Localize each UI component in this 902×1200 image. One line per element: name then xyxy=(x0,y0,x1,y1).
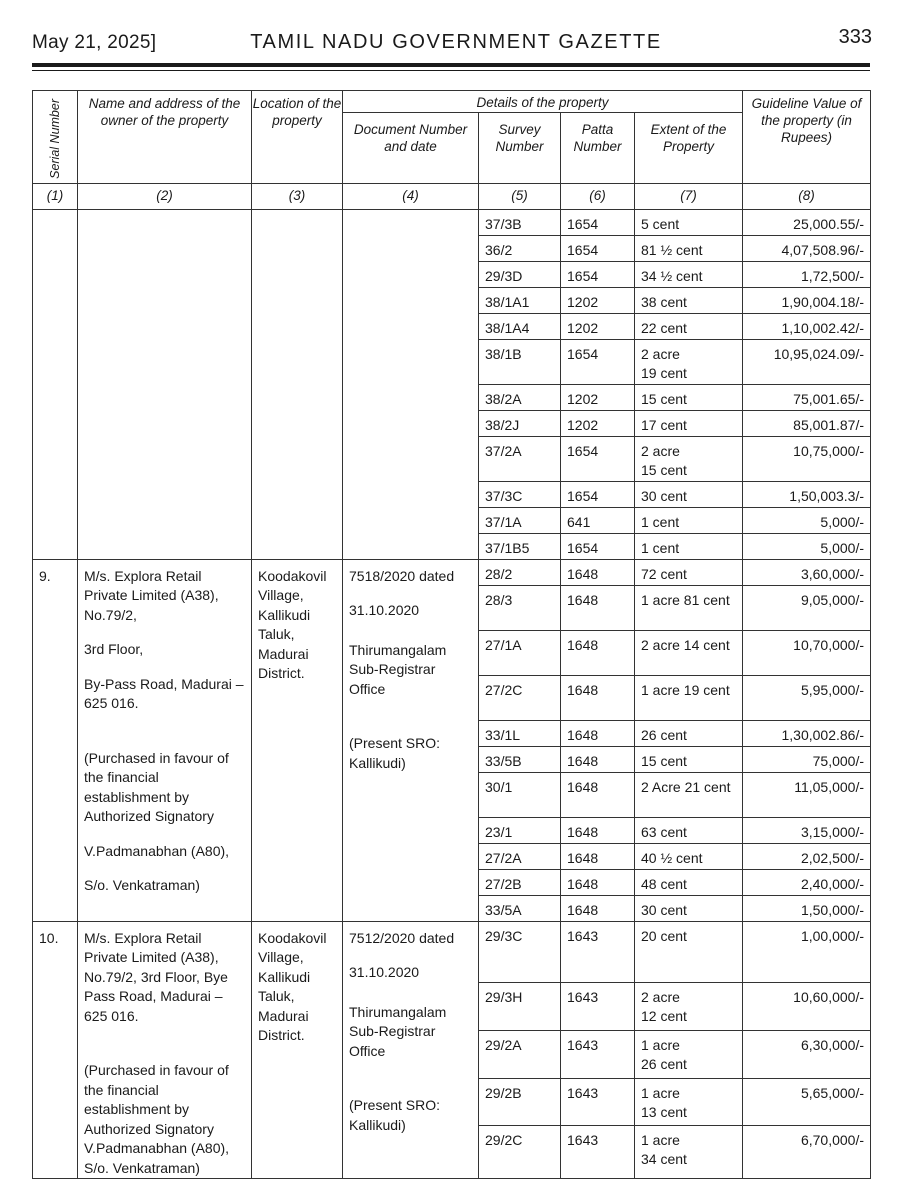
purchase-note: (Purchased in favour of the financial establishment by Authorized Signatory xyxy=(84,749,229,825)
guideline-value-cell: 5,95,000/- xyxy=(743,675,871,720)
col-number: (4) xyxy=(343,183,479,209)
extent-cell: 1 acre 34 cent xyxy=(635,1126,743,1179)
property-table xyxy=(32,90,871,1179)
col-header-survey: Survey Number xyxy=(479,112,561,183)
patta-number-cell: 641 xyxy=(561,507,635,533)
extent-cell: 17 cent xyxy=(635,410,743,436)
col-header-extent: Extent of the Property xyxy=(635,112,743,183)
document-cell xyxy=(343,209,479,559)
col-header-document: Document Number and date xyxy=(343,112,479,183)
extent-cell: 1 acre 13 cent xyxy=(635,1078,743,1126)
survey-number-cell: 29/3D xyxy=(479,261,561,287)
guideline-value-cell: 1,10,002.42/- xyxy=(743,313,871,339)
patta-number-cell: 1643 xyxy=(561,1078,635,1126)
patta-number-cell: 1202 xyxy=(561,384,635,410)
survey-number-cell: 38/2A xyxy=(479,384,561,410)
extent-cell: 22 cent xyxy=(635,313,743,339)
owner-cell xyxy=(78,209,252,559)
survey-number-cell: 27/2C xyxy=(479,675,561,720)
survey-number-cell: 29/2A xyxy=(479,1031,561,1079)
extent-cell: 1 acre 26 cent xyxy=(635,1031,743,1079)
owner-cell xyxy=(78,559,252,921)
col-header-location: Location of the property xyxy=(252,91,343,184)
patta-number-cell: 1654 xyxy=(561,436,635,481)
survey-number-cell: 27/2B xyxy=(479,869,561,895)
guideline-value-cell: 4,07,508.96/- xyxy=(743,235,871,261)
survey-number-cell: 33/5B xyxy=(479,746,561,772)
col-number: (6) xyxy=(561,183,635,209)
extent-cell: 15 cent xyxy=(635,746,743,772)
spacer xyxy=(349,586,472,601)
serial-cell: 10. xyxy=(33,921,78,1179)
guideline-value-cell: 10,95,024.09/- xyxy=(743,339,871,384)
patta-number-cell: 1643 xyxy=(561,1031,635,1079)
guideline-value-cell: 25,000.55/- xyxy=(743,209,871,235)
extent-cell: 1 acre 19 cent xyxy=(635,675,743,720)
signatory-parent: S/o. Venkatraman) xyxy=(84,877,200,894)
guideline-value-cell: 6,70,000/- xyxy=(743,1126,871,1179)
extent-cell: 20 cent xyxy=(635,921,743,982)
extent-cell: 2 acre 12 cent xyxy=(635,983,743,1031)
col-number: (3) xyxy=(252,183,343,209)
extent-cell: 1 acre 81 cent xyxy=(635,585,743,630)
patta-number-cell: 1648 xyxy=(561,869,635,895)
survey-number-cell: 29/3C xyxy=(479,921,561,982)
spacer xyxy=(84,660,245,675)
extent-cell: 26 cent xyxy=(635,720,743,746)
guideline-value-cell: 1,90,004.18/- xyxy=(743,287,871,313)
gazette-title: TAMIL NADU GOVERNMENT GAZETTE xyxy=(250,31,662,53)
guideline-value-cell: 5,000/- xyxy=(743,533,871,559)
column-number-row xyxy=(33,183,871,209)
patta-number-cell: 1648 xyxy=(561,585,635,630)
survey-number-cell: 38/2J xyxy=(479,410,561,436)
guideline-value-cell: 75,001.65/- xyxy=(743,384,871,410)
location-cell: Koodakovil Village, Kallikudi Taluk, Madurai District. xyxy=(252,921,343,1179)
patta-number-cell: 1648 xyxy=(561,630,635,675)
survey-number-cell: 37/1B5 xyxy=(479,533,561,559)
survey-number-cell: 37/2A xyxy=(479,436,561,481)
survey-number-cell: 30/1 xyxy=(479,772,561,817)
col-number: (1) xyxy=(33,183,78,209)
table-row xyxy=(33,559,871,585)
patta-number-cell: 1654 xyxy=(561,235,635,261)
document-cell xyxy=(343,921,479,1179)
survey-number-cell: 37/1A xyxy=(479,507,561,533)
col-header-details-group: Details of the property xyxy=(343,91,743,113)
survey-number-cell: 37/3B xyxy=(479,209,561,235)
survey-number-cell: 23/1 xyxy=(479,817,561,843)
owner-cell xyxy=(78,921,252,1179)
extent-cell: 40 ½ cent xyxy=(635,843,743,869)
guideline-value-cell: 2,40,000/- xyxy=(743,869,871,895)
spacer xyxy=(349,699,472,734)
col-number: (8) xyxy=(743,183,871,209)
page-header xyxy=(32,22,872,62)
header-rule-thick xyxy=(32,63,870,67)
document-date: 31.10.2020 xyxy=(349,964,420,981)
spacer xyxy=(349,948,472,963)
table-body xyxy=(33,209,871,1179)
spacer xyxy=(84,827,245,842)
survey-number-cell: 38/1B xyxy=(479,339,561,384)
survey-number-cell: 38/1A4 xyxy=(479,313,561,339)
location-cell: Koodakovil Village, Kallikudi Taluk, Madurai District. xyxy=(252,559,343,921)
document-date: 31.10.2020 xyxy=(349,602,420,619)
extent-cell: 1 cent xyxy=(635,533,743,559)
survey-number-cell: 27/1A xyxy=(479,630,561,675)
patta-number-cell: 1648 xyxy=(561,559,635,585)
owner-name-address: M/s. Explora Retail Private Limited (A38), No.79/2, 3rd Floor, Bye Pass Road, Madurai – 625 016. xyxy=(84,929,228,1024)
extent-cell: 30 cent xyxy=(635,895,743,921)
patta-number-cell: 1202 xyxy=(561,287,635,313)
survey-number-cell: 36/2 xyxy=(479,235,561,261)
extent-cell: 48 cent xyxy=(635,869,743,895)
guideline-value-cell: 5,000/- xyxy=(743,507,871,533)
col-header-value: Guideline Value of the property (in Rupees) xyxy=(743,91,871,184)
guideline-value-cell: 11,05,000/- xyxy=(743,772,871,817)
extent-cell: 5 cent xyxy=(635,209,743,235)
guideline-value-cell: 10,60,000/- xyxy=(743,983,871,1031)
guideline-value-cell: 6,30,000/- xyxy=(743,1031,871,1079)
guideline-value-cell: 1,30,002.86/- xyxy=(743,720,871,746)
document-number: 7518/2020 dated xyxy=(349,567,455,584)
col-number: (2) xyxy=(78,183,252,209)
table-row xyxy=(33,921,871,982)
spacer xyxy=(84,625,245,640)
extent-cell: 30 cent xyxy=(635,481,743,507)
patta-number-cell: 1648 xyxy=(561,746,635,772)
patta-number-cell: 1648 xyxy=(561,720,635,746)
location-cell xyxy=(252,209,343,559)
patta-number-cell: 1654 xyxy=(561,339,635,384)
patta-number-cell: 1202 xyxy=(561,410,635,436)
survey-number-cell: 29/3H xyxy=(479,983,561,1031)
guideline-value-cell: 75,000/- xyxy=(743,746,871,772)
patta-number-cell: 1643 xyxy=(561,921,635,982)
extent-cell: 2 acre 14 cent xyxy=(635,630,743,675)
owner-address-line: By-Pass Road, Madurai – 625 016. xyxy=(84,675,244,712)
patta-number-cell: 1654 xyxy=(561,261,635,287)
survey-number-cell: 29/2C xyxy=(479,1126,561,1179)
survey-number-cell: 38/1A1 xyxy=(479,287,561,313)
guideline-value-cell: 85,001.87/- xyxy=(743,410,871,436)
spacer xyxy=(84,1026,245,1061)
registrar-office: Thirumangalam Sub-Registrar Office xyxy=(349,641,447,697)
table-header xyxy=(33,91,871,210)
extent-cell: 15 cent xyxy=(635,384,743,410)
present-sro: (Present SRO: Kallikudi) xyxy=(349,735,441,771)
survey-number-cell: 27/2A xyxy=(479,843,561,869)
owner-name-address: M/s. Explora Retail Private Limited (A38), No.79/2, xyxy=(84,567,219,623)
guideline-value-cell: 9,05,000/- xyxy=(743,585,871,630)
guideline-value-cell: 1,00,000/- xyxy=(743,921,871,982)
guideline-value-cell: 3,15,000/- xyxy=(743,817,871,843)
survey-number-cell: 33/1L xyxy=(479,720,561,746)
patta-number-cell: 1648 xyxy=(561,772,635,817)
col-number: (7) xyxy=(635,183,743,209)
registrar-office: Thirumangalam Sub-Registrar Office xyxy=(349,1003,447,1059)
extent-cell: 38 cent xyxy=(635,287,743,313)
serial-cell: 9. xyxy=(33,559,78,921)
extent-cell: 2 acre 15 cent xyxy=(635,436,743,481)
col-header-owner: Name and address of the owner of the property xyxy=(78,91,252,184)
col-number: (5) xyxy=(479,183,561,209)
survey-number-cell: 28/2 xyxy=(479,559,561,585)
patta-number-cell: 1648 xyxy=(561,895,635,921)
col-header-serial: Serial Number xyxy=(33,91,78,184)
spacer xyxy=(349,983,472,1003)
survey-number-cell: 33/5A xyxy=(479,895,561,921)
page-number: 333 xyxy=(838,26,872,48)
extent-cell: 2 acre 19 cent xyxy=(635,339,743,384)
document-cell xyxy=(343,559,479,921)
spacer xyxy=(84,861,245,876)
guideline-value-cell: 1,50,003.3/- xyxy=(743,481,871,507)
survey-number-cell: 28/3 xyxy=(479,585,561,630)
guideline-value-cell: 2,02,500/- xyxy=(743,843,871,869)
extent-cell: 1 cent xyxy=(635,507,743,533)
extent-cell: 34 ½ cent xyxy=(635,261,743,287)
patta-number-cell: 1643 xyxy=(561,983,635,1031)
patta-number-cell: 1202 xyxy=(561,313,635,339)
extent-cell: 81 ½ cent xyxy=(635,235,743,261)
owner-address-line: 3rd Floor, xyxy=(84,641,144,658)
col-header-patta: Patta Number xyxy=(561,112,635,183)
patta-number-cell: 1648 xyxy=(561,675,635,720)
spacer xyxy=(84,714,245,749)
spacer xyxy=(349,1061,472,1096)
patta-number-cell: 1654 xyxy=(561,533,635,559)
document-number: 7512/2020 dated xyxy=(349,929,455,946)
guideline-value-cell: 5,65,000/- xyxy=(743,1078,871,1126)
header-rule-thin xyxy=(32,70,870,71)
patta-number-cell: 1654 xyxy=(561,209,635,235)
guideline-value-cell: 1,50,000/- xyxy=(743,895,871,921)
extent-cell: 2 Acre 21 cent xyxy=(635,772,743,817)
purchase-note: (Purchased in favour of the financial establishment by Authorized Signatory V.Padmanabhan (A80), S/o. Venkatraman) xyxy=(84,1062,230,1176)
guideline-value-cell: 1,72,500/- xyxy=(743,261,871,287)
guideline-value-cell: 10,70,000/- xyxy=(743,630,871,675)
serial-cell xyxy=(33,209,78,559)
survey-number-cell: 29/2B xyxy=(479,1078,561,1126)
patta-number-cell: 1643 xyxy=(561,1126,635,1179)
patta-number-cell: 1654 xyxy=(561,481,635,507)
extent-cell: 72 cent xyxy=(635,559,743,585)
survey-number-cell: 37/3C xyxy=(479,481,561,507)
patta-number-cell: 1648 xyxy=(561,817,635,843)
gazette-date: May 21, 2025] xyxy=(32,32,157,53)
guideline-value-cell: 10,75,000/- xyxy=(743,436,871,481)
extent-cell: 63 cent xyxy=(635,817,743,843)
table-row xyxy=(33,209,871,235)
present-sro: (Present SRO: Kallikudi) xyxy=(349,1097,441,1133)
patta-number-cell: 1648 xyxy=(561,843,635,869)
guideline-value-cell: 3,60,000/- xyxy=(743,559,871,585)
signatory-name: V.Padmanabhan (A80), xyxy=(84,842,230,859)
spacer xyxy=(349,621,472,641)
